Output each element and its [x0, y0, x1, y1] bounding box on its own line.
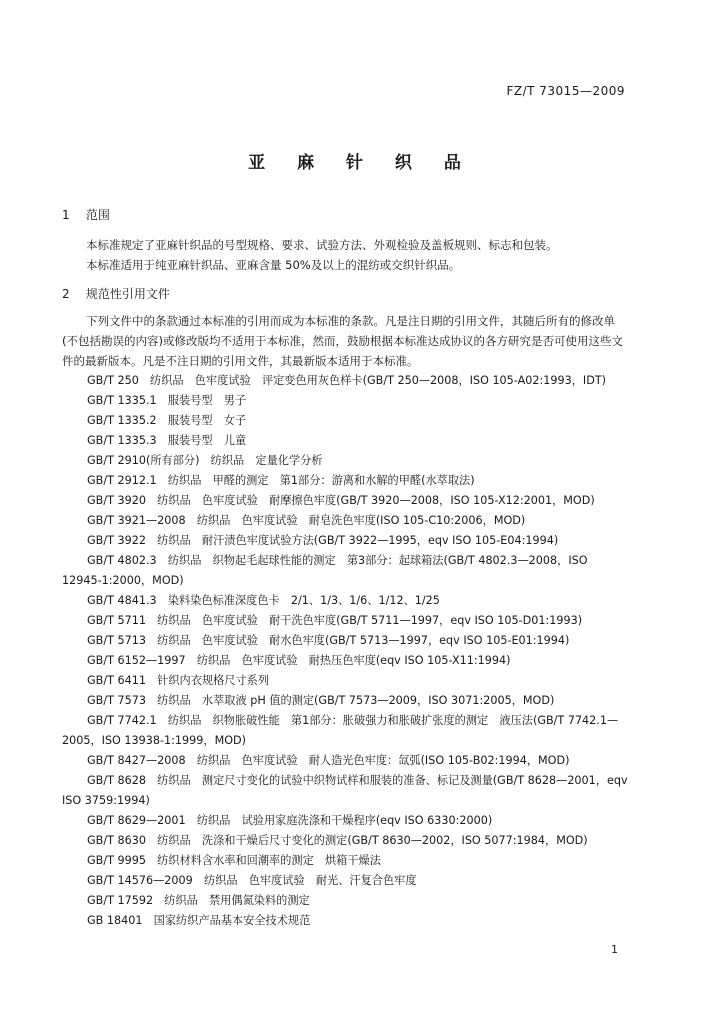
reference-item: GB/T 5711 纺织品 色牢度试验 耐干洗色牢度(GB/T 5711—1997，eqv ISO 105-D01:1993)	[87, 614, 583, 627]
section-2-intro: 下列文件中的条款通过本标准的引用而成为本标准的条款。凡是注日期的引用文件，其随后所有的修改单(不包括勘误的内容)或修改版均不适用于本标准，然而，鼓励根据本标准达成协议的各方研究是否可使用这些文件的最新版本。凡是不注日期的引用文件，其最新版本适用于本标准。	[62, 314, 623, 368]
section-2-heading	[62, 285, 170, 302]
reference-list	[62, 371, 630, 931]
reference-item: GB/T 6411 针织内衣规格尺寸系列	[87, 674, 270, 687]
reference-item: GB/T 7742.1 纺织品 织物胀破性能 第1部分：胀破强力和胀破扩张度的测定 液压法(GB/T 7742.1—2005，ISO 13938-1:1999，MOD)	[62, 714, 619, 747]
reference-item: GB/T 8427—2008 纺织品 色牢度试验 耐人造光色牢度：氙弧(ISO 105-B02:1994，MOD)	[87, 754, 570, 767]
reference-item: GB/T 8628 纺织品 测定尺寸变化的试验中织物试样和服装的准备、标记及测量(GB/T 8628—2001，eqv ISO 3759:1994)	[62, 774, 628, 807]
reference-item: GB/T 8630 纺织品 洗涤和干燥后尺寸变化的测定(GB/T 8630—2002，ISO 5077:1984，MOD)	[87, 834, 588, 847]
reference-item: GB/T 5713 纺织品 色牢度试验 耐水色牢度(GB/T 5713—1997，eqv ISO 105-E01:1994)	[87, 634, 570, 647]
reference-item: GB/T 6152—1997 纺织品 色牢度试验 耐热压色牢度(eqv ISO 105-X11:1994)	[87, 654, 511, 667]
section-1-paragraph: 本标准规定了亚麻针织品的号型规格、要求、试验方法、外观检验及盖板规则、标志和包装。	[86, 238, 558, 252]
reference-item: GB 18401 国家纺织产品基本安全技术规范	[87, 914, 311, 927]
section-title: 范围	[85, 208, 110, 222]
reference-item: GB/T 4841.3 染料染色标准深度色卡 2/1、1/3、1/6、1/12、1/25	[87, 594, 440, 607]
section-number: 1	[62, 208, 70, 222]
section-title: 规范性引用文件	[85, 287, 170, 301]
reference-item: GB/T 14576—2009 纺织品 色牢度试验 耐光、汗复合色牢度	[87, 874, 417, 887]
document-title: 亚 麻 针 织 品	[248, 153, 474, 173]
reference-item: GB/T 3920 纺织品 色牢度试验 耐摩擦色牢度(GB/T 3920—2008，ISO 105-X12:2001，MOD)	[87, 494, 595, 507]
reference-item: GB/T 2910(所有部分) 纺织品 定量化学分析	[87, 454, 323, 467]
reference-item: GB/T 1335.2 服装号型 女子	[87, 414, 247, 427]
reference-item: GB/T 1335.3 服装号型 儿童	[87, 434, 247, 447]
reference-item: GB/T 3921—2008 纺织品 色牢度试验 耐皂洗色牢度(ISO 105-C10:2006，MOD)	[87, 514, 526, 527]
reference-item: GB/T 8629—2001 纺织品 试验用家庭洗涤和干燥程序(eqv ISO 6330:2000)	[87, 814, 493, 827]
reference-item: GB/T 3922 纺织品 耐汗渍色牢度试验方法(GB/T 3922—1995，eqv ISO 105-E04:1994)	[87, 534, 559, 547]
section-number: 2	[62, 287, 70, 301]
section-1-paragraph: 本标准适用于纯亚麻针织品、亚麻含量 50%及以上的混纺或交织针织品。	[86, 258, 461, 272]
reference-item: GB/T 9995 纺织材料含水率和回潮率的测定 烘箱干燥法	[87, 854, 381, 867]
standard-code: FZ/T 73015—2009	[506, 84, 625, 98]
reference-item: GB/T 1335.1 服装号型 男子	[87, 394, 247, 407]
reference-item: GB/T 4802.3 纺织品 织物起毛起球性能的测定 第3部分：起球箱法(GB/T 4802.3—2008，ISO 12945-1:2000，MOD)	[62, 554, 588, 587]
reference-item: GB/T 250 纺织品 色牢度试验 评定变色用灰色样卡(GB/T 250—2008，ISO 105-A02:1993，IDT)	[87, 374, 607, 387]
reference-item: GB/T 17592 纺织品 禁用偶氮染料的测定	[87, 894, 310, 907]
page-number: 1	[611, 943, 618, 956]
reference-item: GB/T 7573 纺织品 水萃取液 pH 值的测定(GB/T 7573—2009，ISO 3071:2005，MOD)	[87, 694, 555, 707]
section-1-heading	[62, 206, 110, 223]
reference-item: GB/T 2912.1 纺织品 甲醛的测定 第1部分：游离和水解的甲醛(水萃取法)	[87, 474, 475, 487]
